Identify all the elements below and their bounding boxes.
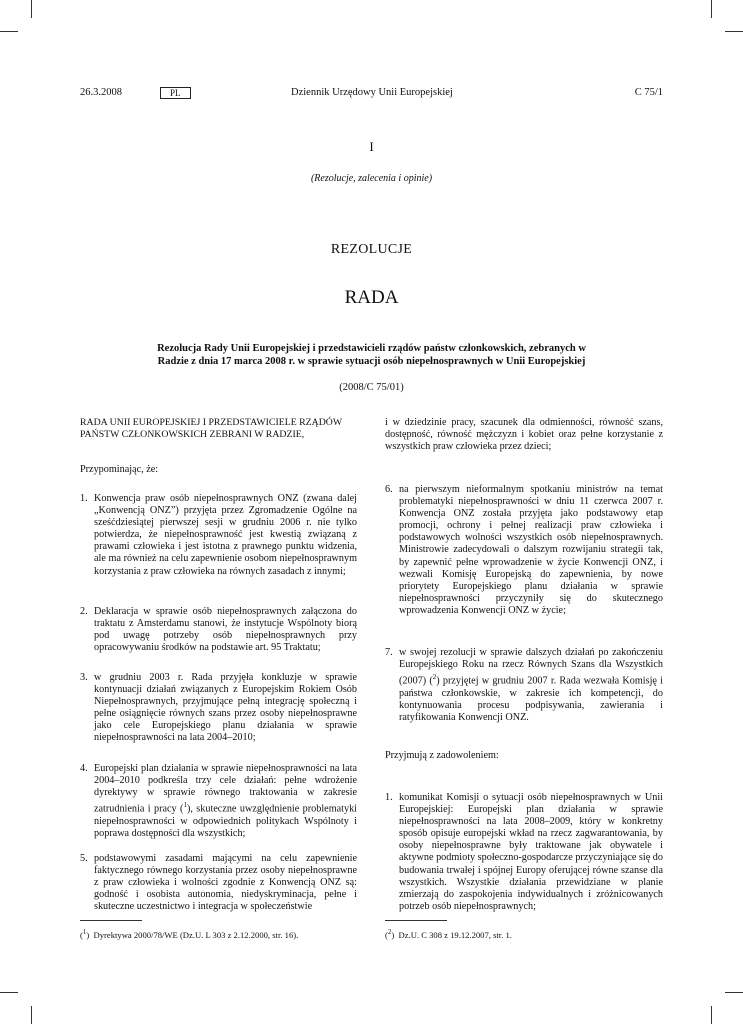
- item-text-part: w swojej rezolucji w sprawie dalszych działań po zakończeniu Europejskiego Roku na rzecz Równych Szans dla Wszystkich (2007) (: [399, 647, 663, 687]
- item-text: Konwencja praw osób niepełnosprawnych ONZ (zwana dalej „Konwencją ONZ”) przyjęta przez Zgromadzenie Ogólne na sześćdziesiątej pierwszej sesji w grudniu 2006 r. nie tylko potwierdza, że niepełnosprawność jest kwestią związaną z prawami człowieka i jest istotna z prawnego punktu widzenia, ale ma również na celu zapewnienie osobom niepełnosprawnym korzystania z praw człowieka na równych zasadach z innymi;: [94, 493, 357, 577]
- welcoming-heading: Przyjmują z zadowoleniem:: [385, 750, 499, 761]
- journal-title: Dziennik Urzędowy Unii Europejskiej: [291, 87, 453, 98]
- preamble: RADA UNII EUROPEJSKIEJ I PRZEDSTAWICIELE RZĄDÓW PAŃSTW CZŁONKOWSKICH ZEBRANI W RADZIE,: [80, 417, 342, 441]
- footnote-number: 1: [82, 928, 87, 936]
- footnote: ($^2$) Dz.U. C 308 z 19.12.2007, str. 1.: [385, 928, 512, 940]
- item-number: 5.: [80, 853, 88, 864]
- item-text-part: ) przyjętej w grudniu 2007 r. Rada wezwała Komisję i państwa członkowskie, w zakresie ich kompetencji, do kontynuowania procesu podpisywania, zawierania i ratyfikowania Konwencji ONZ.: [399, 675, 663, 723]
- footnote: ($^1$) Dyrektywa 2000/78/WE (Dz.U. L 303 z 2.12.2000, str. 16).: [80, 928, 299, 940]
- crop-mark: [0, 31, 18, 32]
- list-item: [80, 672, 357, 745]
- list-item: [80, 493, 357, 578]
- footnote-number: 2: [387, 928, 392, 936]
- list-item: [80, 853, 357, 913]
- language-badge: [160, 87, 191, 100]
- item-text: [399, 647, 663, 724]
- item-number: 6.: [385, 484, 393, 495]
- institution-heading: RADA: [344, 287, 399, 308]
- item-text: komunikat Komisji o sytuacji osób niepełnosprawnych w Unii Europejskiej: Europejski plan działania w sprawie niepełnosprawności na lata 2008–2009, który w konkretny sposób opisuje europejski wkład na rzecz zagwarantowania, by osoby niepełnosprawne były traktowane jak obywatele i aktywne podmioty społeczno-gospodarcze przyczyniające się do budowania trwałej i spójnej Europy oferującej równe szanse dla wszystkich. Wszystkie działania przewidziane w planie zmierzają do zaspokojenia indywidualnych i zróżnicowanych potrzeb osób niepełnosprawnych;: [399, 792, 663, 912]
- crop-mark: [31, 0, 32, 18]
- item-text-part: Europejski plan działania w sprawie niepełnosprawności na lata 2004–2010 podkreśla trzy cele działań: pełne wdrożenie dyrektywy w sprawie równego traktowania w zakresie zatrudnienia i pracy (: [94, 763, 357, 815]
- section-subtitle: (Rezolucje, zalecenia i opinie): [310, 173, 433, 184]
- continuation-text: i w dziedzinie pracy, szacunek dla odmienności, równość szans, dostępność, równość mężczyzn i kobiet oraz pełne korzystanie z wszystkich praw człowieka przez dzieci;: [385, 417, 663, 453]
- item-number: 2.: [80, 606, 88, 617]
- page-number: C 75/1: [634, 87, 663, 98]
- header-date: 26.3.2008: [80, 87, 122, 98]
- item-text: Deklaracja w sprawie osób niepełnosprawnych załączona do traktatu z Amsterdamu stanowi, że instytucje Wspólnoty biorą pod uwagę potrzeby osób niepełnosprawnych przy opracowywaniu środków na podstawie art. 95 Traktatu;: [94, 606, 357, 654]
- footnote-text: Dz.U. C 308 z 19.12.2007, str. 1.: [398, 929, 512, 940]
- item-number: 1.: [80, 493, 88, 504]
- crop-mark: [711, 0, 712, 18]
- document-title-line1: Rezolucja Rady Unii Europejskiej i przedstawicieli rządów państw członkowskich, zebranych w: [157, 343, 586, 354]
- recalling-heading: Przypominając, że:: [80, 464, 159, 475]
- list-item: [80, 606, 357, 654]
- footnote-separator: [385, 920, 447, 921]
- crop-mark: [725, 31, 743, 32]
- crop-mark: [31, 1006, 32, 1024]
- item-text: podstawowymi zasadami mającymi na celu zapewnienie faktycznego równego korzystania przez osoby niepełnosprawne z praw człowieka i wolności zgodnie z Konwencją ONZ są: godność i osobista autonomia, niedyskryminacja, pełne i skuteczne uczestnictwo i integracja w społeczeństwie: [94, 853, 357, 913]
- crop-mark: [0, 992, 18, 993]
- item-text: [94, 763, 357, 840]
- list-item: [385, 792, 663, 913]
- item-number: 1.: [385, 792, 393, 803]
- list-item: [385, 647, 663, 724]
- item-number: 3.: [80, 672, 88, 683]
- footnote-ref[interactable]: 2: [432, 673, 437, 682]
- list-item: [80, 763, 357, 840]
- crop-mark: [725, 992, 743, 993]
- footnote-separator: [80, 920, 142, 921]
- document-title-line2: Radzie z dnia 17 marca 2008 r. w sprawie sytuacji osób niepełnosprawnych w Unii Europejskiej: [157, 356, 586, 367]
- crop-mark: [711, 1006, 712, 1024]
- footnote-ref[interactable]: 1: [183, 801, 187, 810]
- list-item: [385, 484, 663, 617]
- document-reference: (2008/C 75/01): [339, 382, 404, 393]
- item-text: na pierwszym nieformalnym spotkaniu ministrów na temat problematyki niepełnosprawności w dniu 11 czerwca 2007 r. Konwencja ONZ została przyjęta jako podstawowy etap promocji, ochrony i pełnej realizacji praw człowieka i podstawowych wolności wszystkich osób niepełnosprawnych. Ministrowie zadecydowali o dalszym rozwijaniu strategii tak, by zapewnić pełne wprowadzenie w życie Konwencji ONZ, i wezwali Komisję Europejską do zapewnienia, by nowe priorytety Europejskiego planu działania w sprawie niepełnosprawności przyczyniły się do skutecznego wprowadzenia Konwencji ONZ w życie;: [399, 484, 663, 616]
- item-text-part: ), skuteczne uwzględnienie problematyki niepełnosprawności w odpowiednich politykach Wspólnoty i poprawa dostępności dla wszystkich;: [94, 803, 357, 839]
- item-number: 7.: [385, 647, 393, 658]
- item-text: w grudniu 2003 r. Rada przyjęła konkluzje w sprawie kontynuacji działań związanych z Europejskim Rokiem Osób Niepełnosprawnych, przyjmujące pełną integrację społeczną i pełne osiągnięcie równych szans przez osoby niepełnosprawne jako cele Europejskiego planu działania w sprawie niepełnosprawności na lata 2004–2010;: [94, 672, 357, 744]
- language-code: PL: [160, 87, 191, 99]
- item-number: 4.: [80, 763, 88, 774]
- category-heading: REZOLUCJE: [330, 242, 413, 257]
- footnote-text: Dyrektywa 2000/78/WE (Dz.U. L 303 z 2.12.2000, str. 16).: [93, 929, 299, 940]
- section-number: I: [369, 139, 374, 154]
